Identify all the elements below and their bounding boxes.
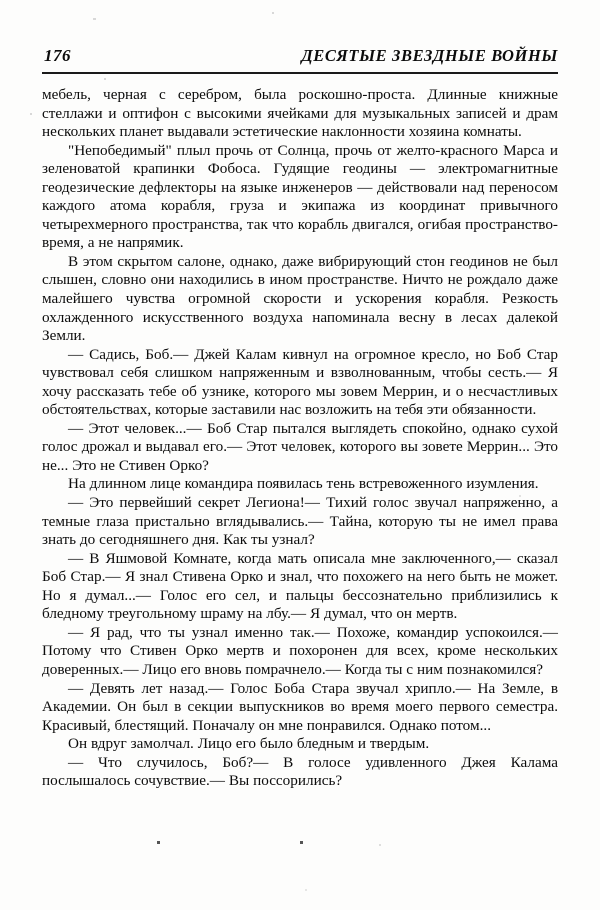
scan-speckle — [104, 78, 106, 80]
paragraph: "Непобедимый" плыл прочь от Солнца, прочь от желто-красного Марса и зеленоватой крапинки Фобоса. Гудящие геодины — электромагнитные геодезические дефлекторы на языке инженеров — действовали над переносом каждого атома корабля, груза и экипажа из координат привычного четырехмерного пространства, так что корабль двигался, огибая пространство-время, а не напрямик. — [42, 141, 558, 252]
page-number: 176 — [44, 46, 71, 65]
paragraph: — Этот человек...— Боб Стар пытался выглядеть спокойно, однако сухой голос дрожал и выдавал его.— Этот человек, которого вы зовете Меррин... Это не... Это не Стивен Орко? — [42, 419, 558, 474]
scan-speckle — [157, 841, 160, 844]
paragraph: — Я рад, что ты узнал именно так.— Похоже, командир успокоился.— Потому что Стивен Орко мертв и похоронен для всех, кроме нескольких доверенных.— Лицо его вновь помрачнело.— Когда ты с ним познакомился? — [42, 623, 558, 678]
paragraph: — Это первейший секрет Легиона!— Тихий голос звучал напряженно, а темные глаза пристально вглядывались.— Тайна, которую ты не имел права знать до сегодняшнего дня. Как ты узнал? — [42, 494, 558, 549]
scan-speckle — [300, 841, 303, 844]
paragraph: — Что случилось, Боб?— В голосе удивленного Джея Калама послышалось сочувствие.— Вы поссорились? — [42, 753, 558, 790]
scan-speckle — [272, 12, 274, 14]
paragraph: — В Яшмовой Комнате, когда мать описала мне заключенного,— сказал Боб Стар.— Я знал Стивена Орко и знал, что похожего на него быть не может. Но я думал...— Голос его сел, и пальцы бессознательно приблизились к бледному треугольному шраму на лбу.— Я думал, что он мертв. — [42, 549, 558, 623]
paragraph: В этом скрытом салоне, однако, даже вибрирующий стон геодинов не был слышен, словно они находились в ином пространстве. Ничто не рождало даже малейшего чувства огромной скорости и ускорения корабля. Резкость охлажденного искусственного воздуха напоминала весну в лесах далекой Земли. — [42, 252, 558, 345]
body-text-block — [42, 86, 558, 791]
scan-speckle — [379, 844, 381, 846]
paragraph: мебель, черная с серебром, была роскошно-проста. Длинные книжные стеллажи и оптифон с высокими ячейками для музыкальных записей и драм нескольких планет выдавали эстетические наклонности хозяина комнаты. — [42, 86, 558, 141]
scan-speckle — [93, 18, 96, 20]
scan-speckle — [305, 889, 307, 891]
book-title-header: ДЕСЯТЫЕ ЗВЕЗДНЫЕ ВОЙНЫ — [301, 46, 558, 65]
scan-speckle — [30, 113, 32, 115]
paragraph: — Садись, Боб.— Джей Калам кивнул на огромное кресло, но Боб Стар чувствовал себя слишком напряженным и взволнованным, чтобы сесть.— Я хочу рассказать тебе об узнике, которого мы зовем Меррин, и о несчастливых обстоятельствах, которые заставили нас возложить на тебя эти обязанности. — [42, 345, 558, 419]
paragraph: — Девять лет назад.— Голос Боба Стара звучал хрипло.— На Земле, в Академии. Он был в секции выпускников во время моего первого семестра. Красивый, блестящий. Поначалу он мне понравился. Однако потом... — [42, 679, 558, 734]
paragraph: Он вдруг замолчал. Лицо его было бледным и твердым. — [68, 735, 430, 753]
running-head — [42, 44, 558, 74]
paragraph: На длинном лице командира появилась тень встревоженного изумления. — [68, 475, 539, 493]
